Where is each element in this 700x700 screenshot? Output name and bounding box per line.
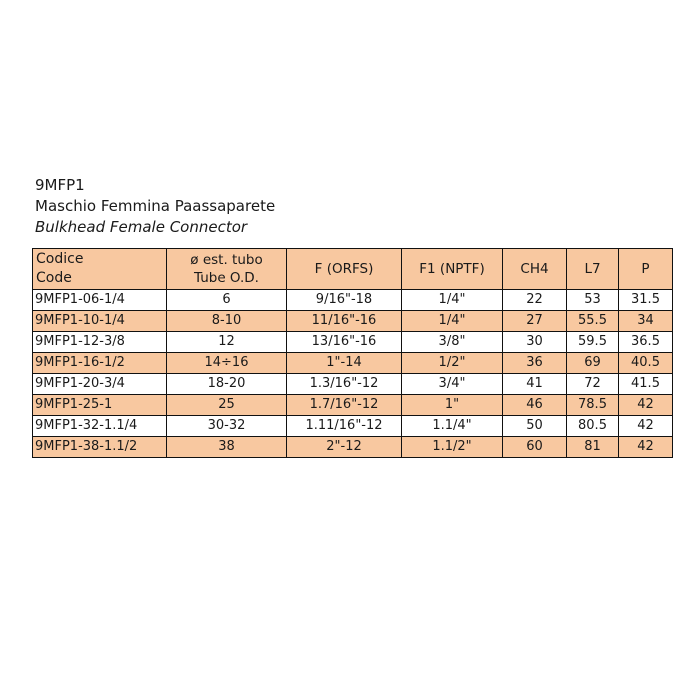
cell-l7: 55.5 (567, 311, 619, 332)
cell-f-orfs: 13/16"-16 (287, 332, 402, 353)
cell-f-orfs: 1"-14 (287, 353, 402, 374)
cell-tube-od: 18-20 (167, 374, 287, 395)
cell-f-orfs: 1.3/16"-12 (287, 374, 402, 395)
cell-l7: 78.5 (567, 395, 619, 416)
cell-f1-nptf: 1/4" (402, 290, 503, 311)
specification-table (32, 248, 673, 458)
cell-f1-nptf: 3/8" (402, 332, 503, 353)
cell-code: 9MFP1-25-1 (33, 395, 167, 416)
cell-code: 9MFP1-10-1/4 (33, 311, 167, 332)
table-row (33, 311, 673, 332)
header-f-orfs: F (ORFS) (287, 249, 402, 290)
cell-ch4: 41 (503, 374, 567, 395)
cell-p: 41.5 (619, 374, 673, 395)
table-row (33, 353, 673, 374)
cell-tube-od: 12 (167, 332, 287, 353)
table-row (33, 395, 673, 416)
cell-f1-nptf: 1" (402, 395, 503, 416)
cell-ch4: 46 (503, 395, 567, 416)
cell-l7: 81 (567, 437, 619, 458)
cell-tube-od: 6 (167, 290, 287, 311)
cell-ch4: 60 (503, 437, 567, 458)
cell-f-orfs: 1.11/16"-12 (287, 416, 402, 437)
cell-f1-nptf: 1.1/4" (402, 416, 503, 437)
cell-f-orfs: 2"-12 (287, 437, 402, 458)
cell-f-orfs: 11/16"-16 (287, 311, 402, 332)
cell-f-orfs: 9/16"-18 (287, 290, 402, 311)
table-header-row (33, 249, 673, 290)
cell-ch4: 27 (503, 311, 567, 332)
cell-p: 34 (619, 311, 673, 332)
cell-code: 9MFP1-12-3/8 (33, 332, 167, 353)
cell-tube-od: 30-32 (167, 416, 287, 437)
header-code-line-1: Codice (36, 251, 84, 267)
cell-tube-od: 25 (167, 395, 287, 416)
product-heading (35, 175, 275, 238)
cell-ch4: 50 (503, 416, 567, 437)
header-ch4: CH4 (503, 249, 567, 290)
cell-p: 42 (619, 416, 673, 437)
cell-p: 42 (619, 437, 673, 458)
cell-f-orfs: 1.7/16"-12 (287, 395, 402, 416)
header-code-line-2: Code (36, 270, 72, 286)
product-code: 9MFP1 (35, 176, 85, 194)
cell-p: 42 (619, 395, 673, 416)
header-l7: L7 (567, 249, 619, 290)
cell-code: 9MFP1-32-1.1/4 (33, 416, 167, 437)
header-tube-od-line-2: Tube O.D. (194, 270, 259, 286)
header-p: P (619, 249, 673, 290)
cell-l7: 59.5 (567, 332, 619, 353)
cell-p: 31.5 (619, 290, 673, 311)
cell-f1-nptf: 1.1/2" (402, 437, 503, 458)
cell-code: 9MFP1-16-1/2 (33, 353, 167, 374)
cell-ch4: 36 (503, 353, 567, 374)
cell-f1-nptf: 1/2" (402, 353, 503, 374)
cell-ch4: 30 (503, 332, 567, 353)
table-row (33, 374, 673, 395)
cell-tube-od: 38 (167, 437, 287, 458)
cell-code: 9MFP1-20-3/4 (33, 374, 167, 395)
header-tube-od-line-1: ø est. tubo (190, 252, 263, 268)
cell-p: 36.5 (619, 332, 673, 353)
cell-tube-od: 8-10 (167, 311, 287, 332)
product-title-italian: Maschio Femmina Paassaparete (35, 197, 276, 215)
cell-code: 9MFP1-38-1.1/2 (33, 437, 167, 458)
cell-l7: 72 (567, 374, 619, 395)
product-title-english: Bulkhead Female Connector (35, 218, 248, 236)
table-row (33, 416, 673, 437)
cell-tube-od: 14÷16 (167, 353, 287, 374)
table-row (33, 437, 673, 458)
cell-f1-nptf: 3/4" (402, 374, 503, 395)
header-tube-od (167, 249, 287, 290)
header-code (33, 249, 167, 290)
cell-f1-nptf: 1/4" (402, 311, 503, 332)
cell-l7: 80.5 (567, 416, 619, 437)
header-f1-nptf: F1 (NPTF) (402, 249, 503, 290)
cell-p: 40.5 (619, 353, 673, 374)
cell-l7: 53 (567, 290, 619, 311)
table-row (33, 332, 673, 353)
cell-code: 9MFP1-06-1/4 (33, 290, 167, 311)
table-row (33, 290, 673, 311)
cell-ch4: 22 (503, 290, 567, 311)
cell-l7: 69 (567, 353, 619, 374)
